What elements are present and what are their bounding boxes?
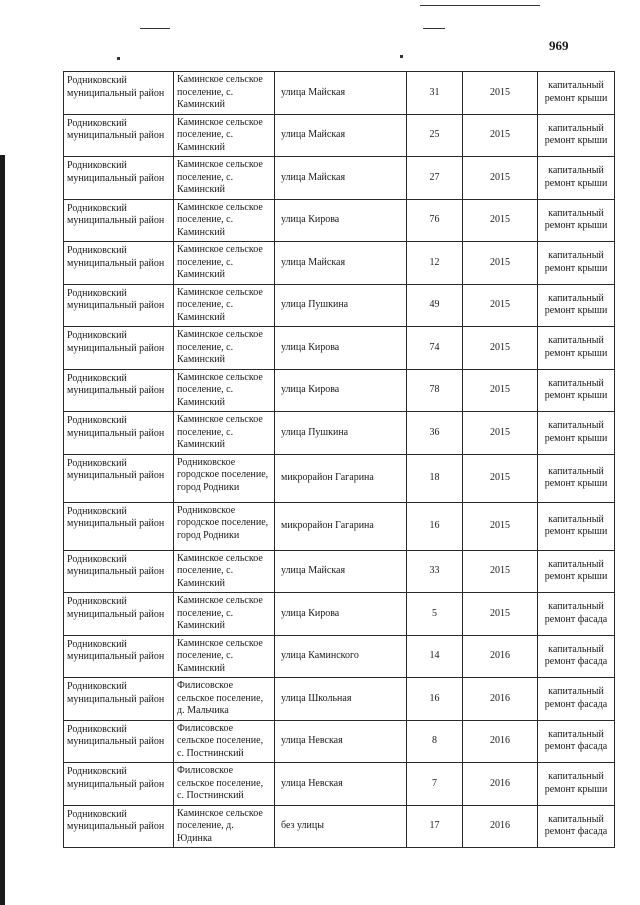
- year-cell: 2016: [463, 720, 538, 763]
- district-cell: Родниковский муниципальный район: [64, 593, 174, 636]
- house-number-cell: 74: [407, 327, 463, 370]
- table-row: [64, 720, 615, 763]
- street-cell: улица Каминского: [275, 635, 407, 678]
- house-number-cell: 7: [407, 763, 463, 806]
- house-number-cell: 16: [407, 678, 463, 721]
- year-cell: 2015: [463, 327, 538, 370]
- table-row: [64, 369, 615, 412]
- work-type-cell: капитальный ремонт фасада: [538, 678, 615, 721]
- year-cell: 2015: [463, 550, 538, 593]
- year-cell: 2015: [463, 412, 538, 455]
- work-type-cell: капитальный ремонт крыши: [538, 502, 615, 550]
- settlement-cell: Каминское сельское поселение, с. Каминский: [174, 114, 275, 157]
- street-cell: улица Кирова: [275, 327, 407, 370]
- work-type-cell: капитальный ремонт фасада: [538, 635, 615, 678]
- table-row: [64, 284, 615, 327]
- table-row: [64, 72, 615, 115]
- district-cell: Родниковский муниципальный район: [64, 114, 174, 157]
- scan-mark: [117, 57, 120, 60]
- table-row: [64, 242, 615, 285]
- district-cell: Родниковский муниципальный район: [64, 454, 174, 502]
- work-type-cell: капитальный ремонт крыши: [538, 242, 615, 285]
- work-type-cell: капитальный ремонт крыши: [538, 72, 615, 115]
- year-cell: 2016: [463, 763, 538, 806]
- street-cell: улица Майская: [275, 157, 407, 200]
- table-row: [64, 678, 615, 721]
- house-number-cell: 78: [407, 369, 463, 412]
- house-number-cell: 49: [407, 284, 463, 327]
- district-cell: Родниковский муниципальный район: [64, 72, 174, 115]
- work-type-cell: капитальный ремонт крыши: [538, 284, 615, 327]
- work-type-cell: капитальный ремонт крыши: [538, 763, 615, 806]
- year-cell: 2015: [463, 502, 538, 550]
- settlement-cell: Филисовское сельское поселение, д. Мальчика: [174, 678, 275, 721]
- street-cell: улица Невская: [275, 720, 407, 763]
- scan-mark: [140, 28, 170, 29]
- district-cell: Родниковский муниципальный район: [64, 550, 174, 593]
- year-cell: 2015: [463, 199, 538, 242]
- street-cell: улица Кирова: [275, 199, 407, 242]
- settlement-cell: Каминское сельское поселение, с. Каминский: [174, 369, 275, 412]
- settlement-cell: Каминское сельское поселение, с. Каминский: [174, 550, 275, 593]
- settlement-cell: Каминское сельское поселение, д. Юдинка: [174, 805, 275, 848]
- house-number-cell: 25: [407, 114, 463, 157]
- table-row: [64, 763, 615, 806]
- house-number-cell: 36: [407, 412, 463, 455]
- district-cell: Родниковский муниципальный район: [64, 678, 174, 721]
- house-number-cell: 17: [407, 805, 463, 848]
- settlement-cell: Каминское сельское поселение, с. Каминский: [174, 72, 275, 115]
- settlement-cell: Филисовское сельское поселение, с. Постнинский: [174, 720, 275, 763]
- house-number-cell: 8: [407, 720, 463, 763]
- street-cell: микрорайон Гагарина: [275, 502, 407, 550]
- street-cell: улица Майская: [275, 114, 407, 157]
- work-type-cell: капитальный ремонт крыши: [538, 550, 615, 593]
- work-type-cell: капитальный ремонт фасада: [538, 593, 615, 636]
- settlement-cell: Каминское сельское поселение, с. Каминский: [174, 412, 275, 455]
- settlement-cell: Каминское сельское поселение, с. Каминский: [174, 284, 275, 327]
- street-cell: микрорайон Гагарина: [275, 454, 407, 502]
- work-type-cell: капитальный ремонт фасада: [538, 805, 615, 848]
- settlement-cell: Каминское сельское поселение, с. Каминский: [174, 635, 275, 678]
- house-number-cell: 18: [407, 454, 463, 502]
- work-type-cell: капитальный ремонт крыши: [538, 412, 615, 455]
- district-cell: Родниковский муниципальный район: [64, 157, 174, 200]
- house-number-cell: 33: [407, 550, 463, 593]
- scan-edge-bar: [0, 155, 5, 905]
- settlement-cell: Каминское сельское поселение, с. Каминский: [174, 327, 275, 370]
- housing-repair-table: [63, 71, 615, 848]
- year-cell: 2015: [463, 454, 538, 502]
- table-row: [64, 157, 615, 200]
- district-cell: Родниковский муниципальный район: [64, 327, 174, 370]
- work-type-cell: капитальный ремонт крыши: [538, 369, 615, 412]
- scan-mark: [420, 5, 540, 6]
- table-row: [64, 199, 615, 242]
- table-body: [64, 72, 615, 848]
- street-cell: улица Невская: [275, 763, 407, 806]
- house-number-cell: 5: [407, 593, 463, 636]
- table-row: [64, 412, 615, 455]
- district-cell: Родниковский муниципальный район: [64, 242, 174, 285]
- work-type-cell: капитальный ремонт крыши: [538, 454, 615, 502]
- table-row: [64, 114, 615, 157]
- district-cell: Родниковский муниципальный район: [64, 369, 174, 412]
- table-row: [64, 635, 615, 678]
- district-cell: Родниковский муниципальный район: [64, 805, 174, 848]
- street-cell: улица Майская: [275, 550, 407, 593]
- year-cell: 2015: [463, 114, 538, 157]
- table-row: [64, 550, 615, 593]
- settlement-cell: Родниковское городское поселение, город Родники: [174, 454, 275, 502]
- street-cell: улица Пушкина: [275, 284, 407, 327]
- street-cell: улица Майская: [275, 72, 407, 115]
- house-number-cell: 12: [407, 242, 463, 285]
- year-cell: 2016: [463, 678, 538, 721]
- street-cell: улица Школьная: [275, 678, 407, 721]
- settlement-cell: Каминское сельское поселение, с. Каминский: [174, 157, 275, 200]
- scan-mark: [400, 55, 403, 58]
- year-cell: 2015: [463, 72, 538, 115]
- year-cell: 2015: [463, 369, 538, 412]
- house-number-cell: 31: [407, 72, 463, 115]
- table-row: [64, 593, 615, 636]
- street-cell: без улицы: [275, 805, 407, 848]
- year-cell: 2016: [463, 805, 538, 848]
- house-number-cell: 14: [407, 635, 463, 678]
- work-type-cell: капитальный ремонт крыши: [538, 157, 615, 200]
- year-cell: 2015: [463, 593, 538, 636]
- settlement-cell: Филисовское сельское поселение, с. Постнинский: [174, 763, 275, 806]
- district-cell: Родниковский муниципальный район: [64, 763, 174, 806]
- work-type-cell: капитальный ремонт фасада: [538, 720, 615, 763]
- work-type-cell: капитальный ремонт крыши: [538, 327, 615, 370]
- district-cell: Родниковский муниципальный район: [64, 199, 174, 242]
- table-row: [64, 805, 615, 848]
- street-cell: улица Пушкина: [275, 412, 407, 455]
- district-cell: Родниковский муниципальный район: [64, 720, 174, 763]
- house-number-cell: 76: [407, 199, 463, 242]
- house-number-cell: 27: [407, 157, 463, 200]
- district-cell: Родниковский муниципальный район: [64, 502, 174, 550]
- year-cell: 2015: [463, 157, 538, 200]
- year-cell: 2015: [463, 242, 538, 285]
- scan-mark: [423, 28, 445, 29]
- settlement-cell: Родниковское городское поселение, город Родники: [174, 502, 275, 550]
- year-cell: 2016: [463, 635, 538, 678]
- settlement-cell: Каминское сельское поселение, с. Каминский: [174, 199, 275, 242]
- work-type-cell: капитальный ремонт крыши: [538, 199, 615, 242]
- table-row: [64, 327, 615, 370]
- street-cell: улица Кирова: [275, 369, 407, 412]
- street-cell: улица Майская: [275, 242, 407, 285]
- settlement-cell: Каминское сельское поселение, с. Каминский: [174, 593, 275, 636]
- house-number-cell: 16: [407, 502, 463, 550]
- district-cell: Родниковский муниципальный район: [64, 412, 174, 455]
- district-cell: Родниковский муниципальный район: [64, 284, 174, 327]
- district-cell: Родниковский муниципальный район: [64, 635, 174, 678]
- settlement-cell: Каминское сельское поселение, с. Каминский: [174, 242, 275, 285]
- table-row: [64, 502, 615, 550]
- table-row: [64, 454, 615, 502]
- street-cell: улица Кирова: [275, 593, 407, 636]
- page-number: 969: [549, 38, 569, 53]
- year-cell: 2015: [463, 284, 538, 327]
- work-type-cell: капитальный ремонт крыши: [538, 114, 615, 157]
